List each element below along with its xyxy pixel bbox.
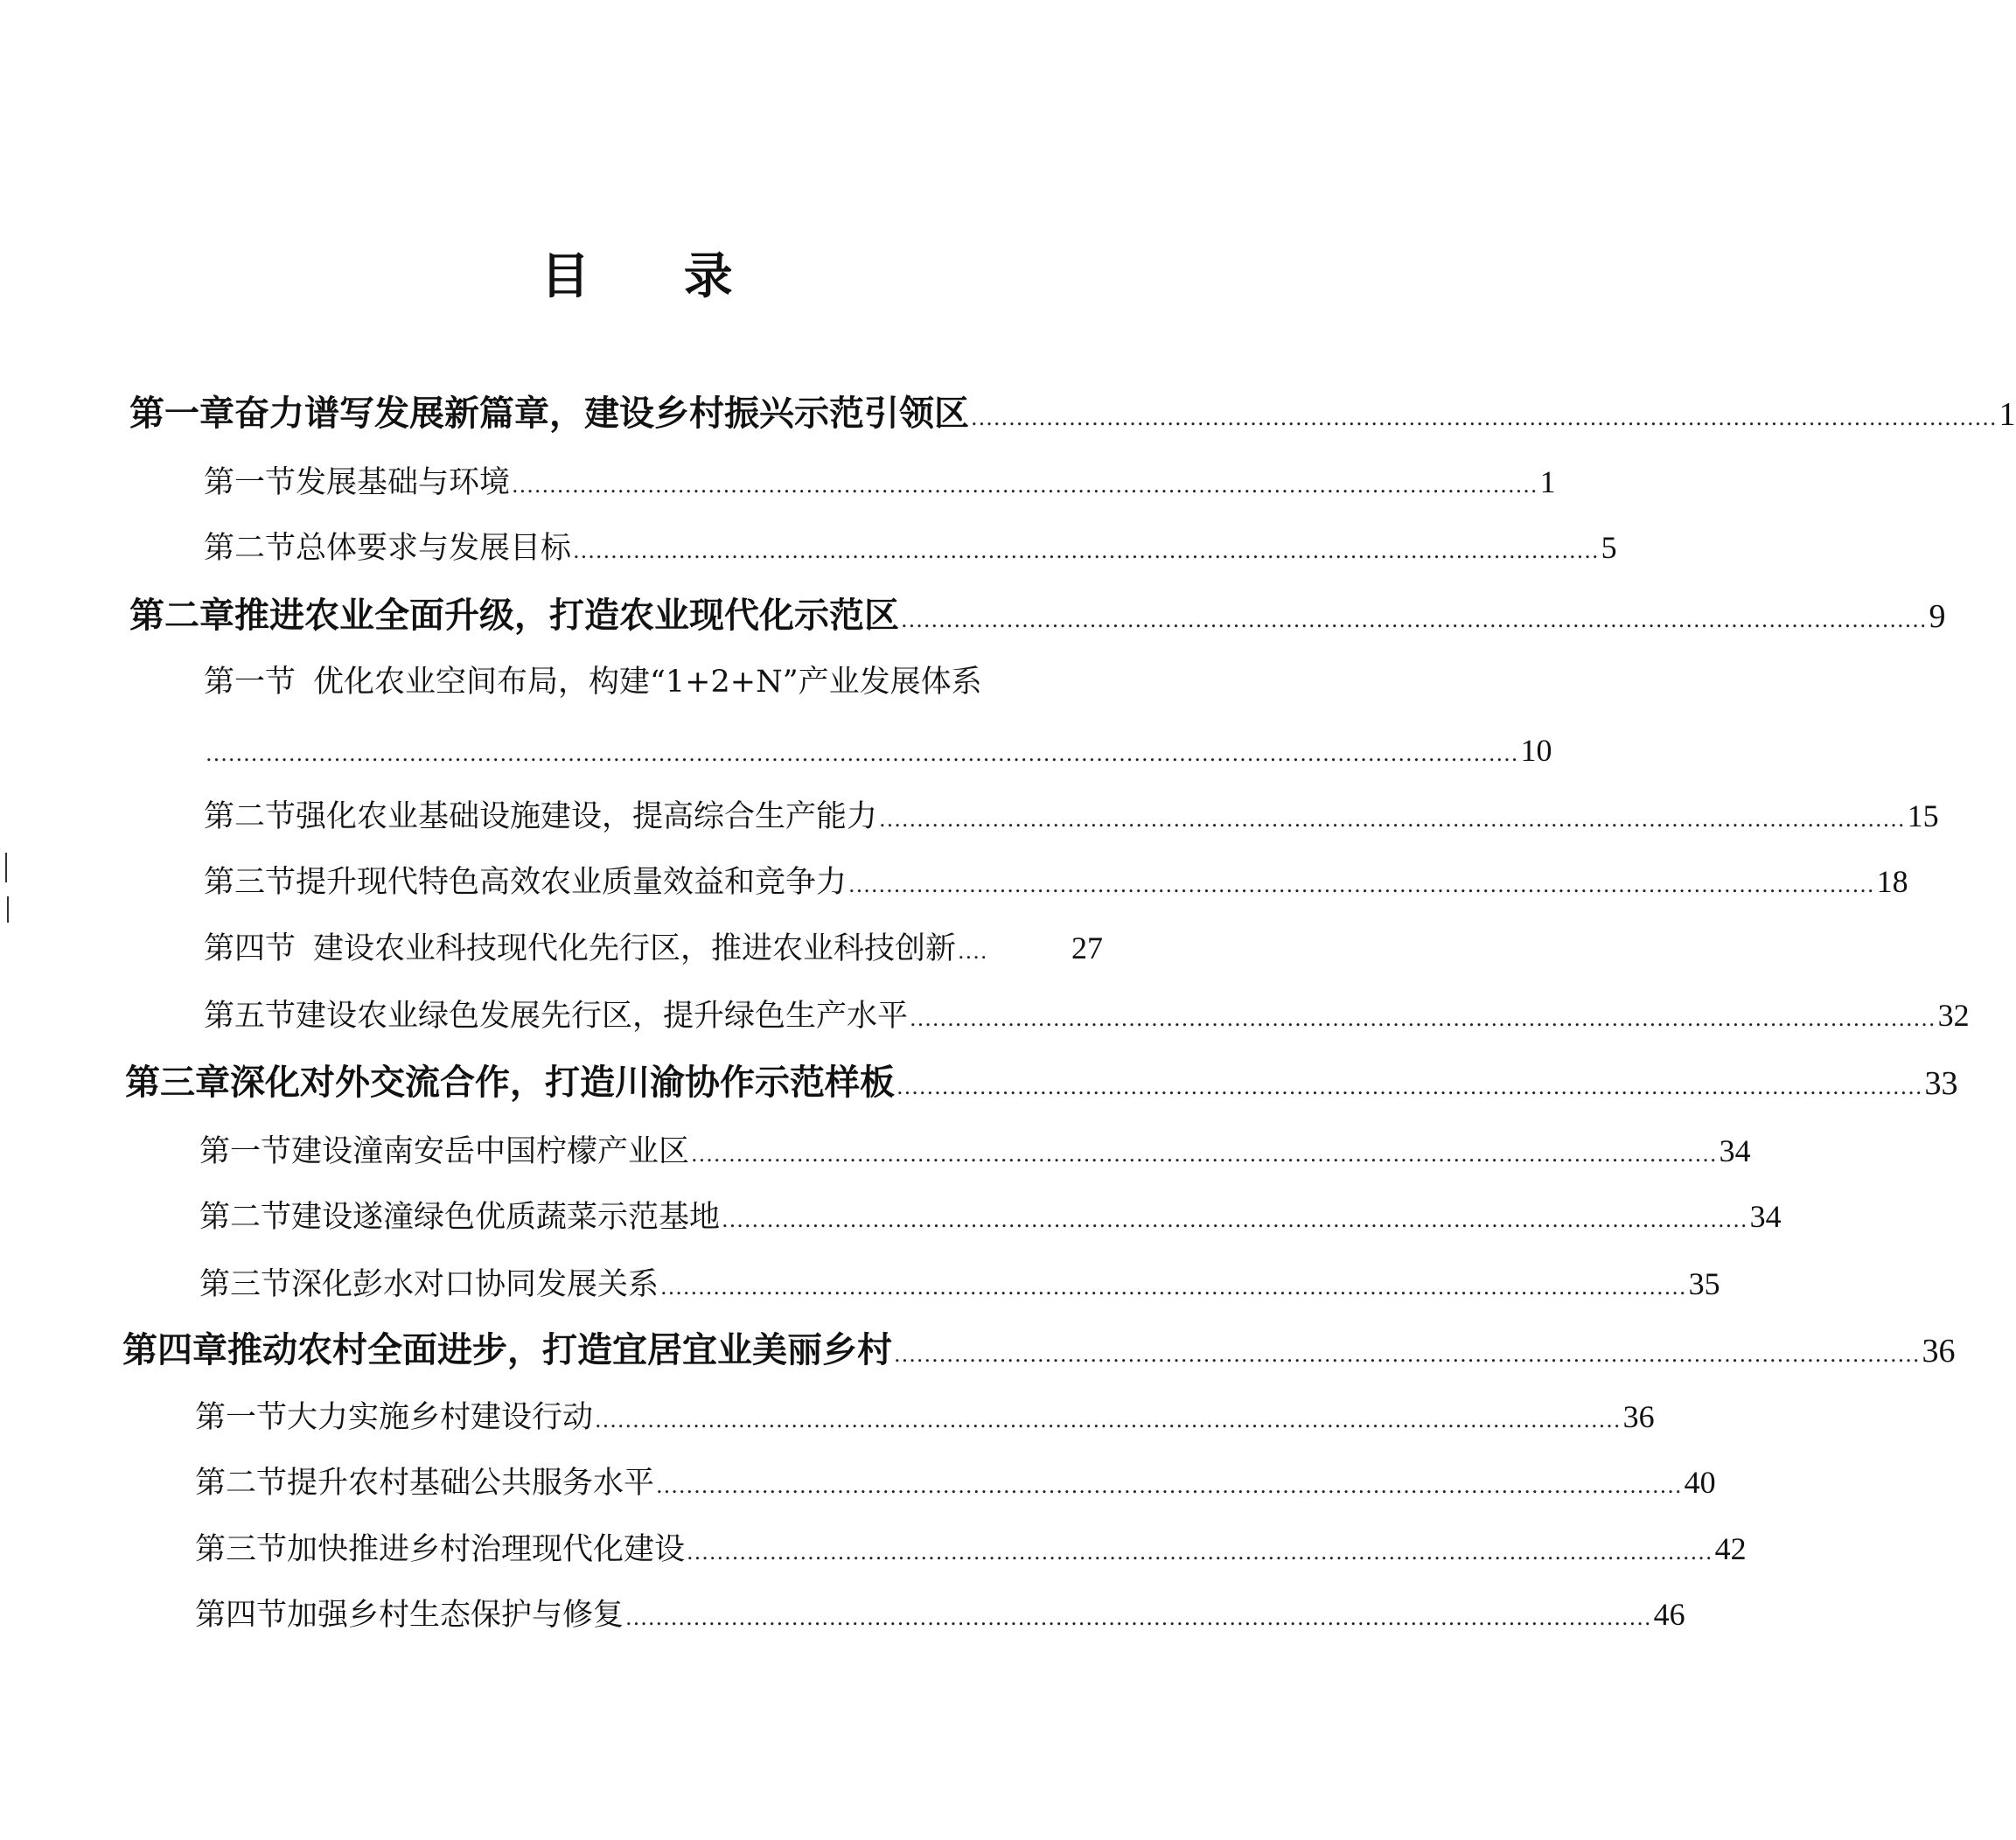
section-label: 第二节 (204, 531, 296, 566)
leader-dots: ........................................................................................................................................ (656, 1474, 1683, 1498)
chapter-label: 第四章 (122, 1330, 227, 1370)
page-number: 34 (1749, 1199, 1782, 1234)
toc-entry-section[interactable] (199, 1192, 1782, 1241)
section-label: 第二节 (199, 1200, 292, 1235)
toc-entry-section[interactable] (195, 1392, 1655, 1441)
section-title: 发展基础与环境 (296, 465, 511, 500)
leader-dots: ........................................................................................................................................ (910, 1007, 1936, 1031)
chapter-label: 第三章 (125, 1063, 230, 1103)
section-label: 第四节 (195, 1598, 288, 1633)
page-number: 1 (1999, 396, 2016, 433)
section-label: 第五节 (204, 999, 296, 1034)
leader-dots: ........................................................................................................................................ (901, 608, 1928, 632)
toc-entry-section[interactable] (204, 523, 1617, 572)
section-title: 大力实施乡村建设行动 (287, 1400, 594, 1435)
chapter-title: 推进农业全面升级，打造农业现代化示范区 (234, 596, 899, 636)
page-number: 5 (1601, 530, 1617, 565)
section-title: 建设潼南安岳中国柠檬产业区 (291, 1134, 690, 1169)
scan-margin-mark (5, 853, 7, 882)
leader-dots: ........................................................................................................................................ (595, 1408, 1622, 1432)
page-number: 18 (1876, 864, 1908, 899)
section-label: 第三节 (195, 1532, 288, 1567)
leader-dots: ........................................................................................................................................ (625, 1606, 1652, 1630)
page-number: 33 (1924, 1065, 1958, 1102)
section-label: 第四节 (204, 931, 296, 966)
section-label: 第一节 (199, 1134, 292, 1169)
leader-dots: ........................................................................................................................................ (894, 1342, 1921, 1367)
page-number: 1 (1539, 464, 1556, 499)
section-title: 加强乡村生态保护与修复 (287, 1598, 624, 1633)
toc-entry-chapter-2[interactable] (129, 591, 1946, 640)
section-title: 总体要求与发展目标 (296, 531, 572, 566)
chapter-title: 推动农村全面进步，打造宜居宜业美丽乡村 (227, 1330, 892, 1370)
section-label: 第二节 (204, 799, 296, 834)
toc-entry-section[interactable] (204, 457, 1556, 506)
page-number: 46 (1653, 1597, 1685, 1632)
page-number: 32 (1937, 998, 1970, 1033)
chapter-label: 第二章 (129, 596, 234, 636)
section-label: 第二节 (195, 1466, 288, 1501)
toc-entry-section[interactable] (204, 857, 1908, 906)
page-number: 34 (1719, 1133, 1751, 1168)
toc-entry-section[interactable] (204, 991, 1970, 1040)
section-title: 提升现代特色高效农业质量效益和竞争力 (296, 865, 848, 900)
section-label: 第一节 (204, 665, 296, 700)
leader-dots: ........................................................................................................................................ (573, 539, 1600, 563)
section-title: 建设农业科技现代化先行区，推进农业科技创新 (313, 931, 957, 966)
page-number: 15 (1907, 798, 1939, 833)
chapter-title: 奋力谱写发展新篇章，建设乡村振兴示范引领区 (234, 394, 969, 434)
leader-dots: ........................................................................................................................................ (691, 1142, 1718, 1167)
leader-dots: ........................................................................................................................................ (971, 406, 1998, 430)
page-number: 10 (1520, 733, 1552, 768)
leader-dots: ........................................................................................................................................ (687, 1540, 1713, 1565)
page-number: 36 (1622, 1399, 1655, 1434)
toc-entry-section[interactable] (199, 1259, 1720, 1308)
section-title: 强化农业基础设施建设，提高综合生产能力 (296, 799, 878, 834)
toc-entry-section[interactable] (195, 1524, 1747, 1573)
section-title: 优化农业空间布局，构建“1+2+N”产业发展体系 (313, 665, 982, 700)
toc-entry-chapter-4[interactable] (122, 1326, 1956, 1375)
leader-dots: ........................................................................................................................................ (848, 873, 1875, 897)
leader-dots: ........................................................................................................................................ (896, 1075, 1923, 1099)
page-number: 36 (1922, 1333, 1956, 1370)
toc-entry-section[interactable] (195, 1590, 1685, 1639)
toc-entry-chapter-3[interactable] (125, 1058, 1958, 1107)
section-title: 提升农村基础公共服务水平 (287, 1466, 655, 1501)
leader-dots: .............................................................................................................................................................................. (206, 742, 1519, 766)
toc-entry-section[interactable] (199, 1126, 1751, 1175)
page-number: 27 (1071, 930, 1103, 965)
leader-dots: ........................................................................................................................................ (512, 473, 1538, 498)
page-title: 目 录 (541, 248, 771, 305)
toc-entry-section[interactable] (204, 923, 1103, 972)
page-number: 42 (1714, 1531, 1747, 1566)
section-label: 第三节 (204, 865, 296, 900)
section-title: 深化彭水对口协同发展关系 (291, 1267, 659, 1302)
section-label: 第三节 (199, 1267, 292, 1302)
toc-entry-section[interactable] (204, 791, 1939, 840)
leader-dots: ........................................................................................................................................ (660, 1275, 1687, 1300)
page-number: 9 (1929, 598, 1946, 635)
chapter-label: 第一章 (129, 394, 234, 434)
page-number: 40 (1684, 1465, 1716, 1500)
section-title: 加快推进乡村治理现代化建设 (287, 1532, 686, 1567)
chapter-title: 深化对外交流合作，打造川渝协作示范样板 (230, 1063, 895, 1103)
section-label: 第一节 (204, 465, 296, 500)
leader-dots: .... (958, 939, 988, 964)
leader-dots: ........................................................................................................................................ (879, 807, 1906, 832)
leader-dots: ........................................................................................................................................ (722, 1208, 1748, 1232)
section-label: 第一节 (195, 1400, 288, 1435)
section-title: 建设农业绿色发展先行区，提升绿色生产水平 (296, 999, 909, 1034)
toc-entry-section[interactable] (195, 1458, 1716, 1507)
page-number: 35 (1688, 1266, 1720, 1301)
section-title: 建设遂潼绿色优质蔬菜示范基地 (291, 1200, 721, 1235)
scan-margin-mark (7, 896, 9, 923)
toc-entry-chapter-1[interactable] (129, 389, 2016, 438)
